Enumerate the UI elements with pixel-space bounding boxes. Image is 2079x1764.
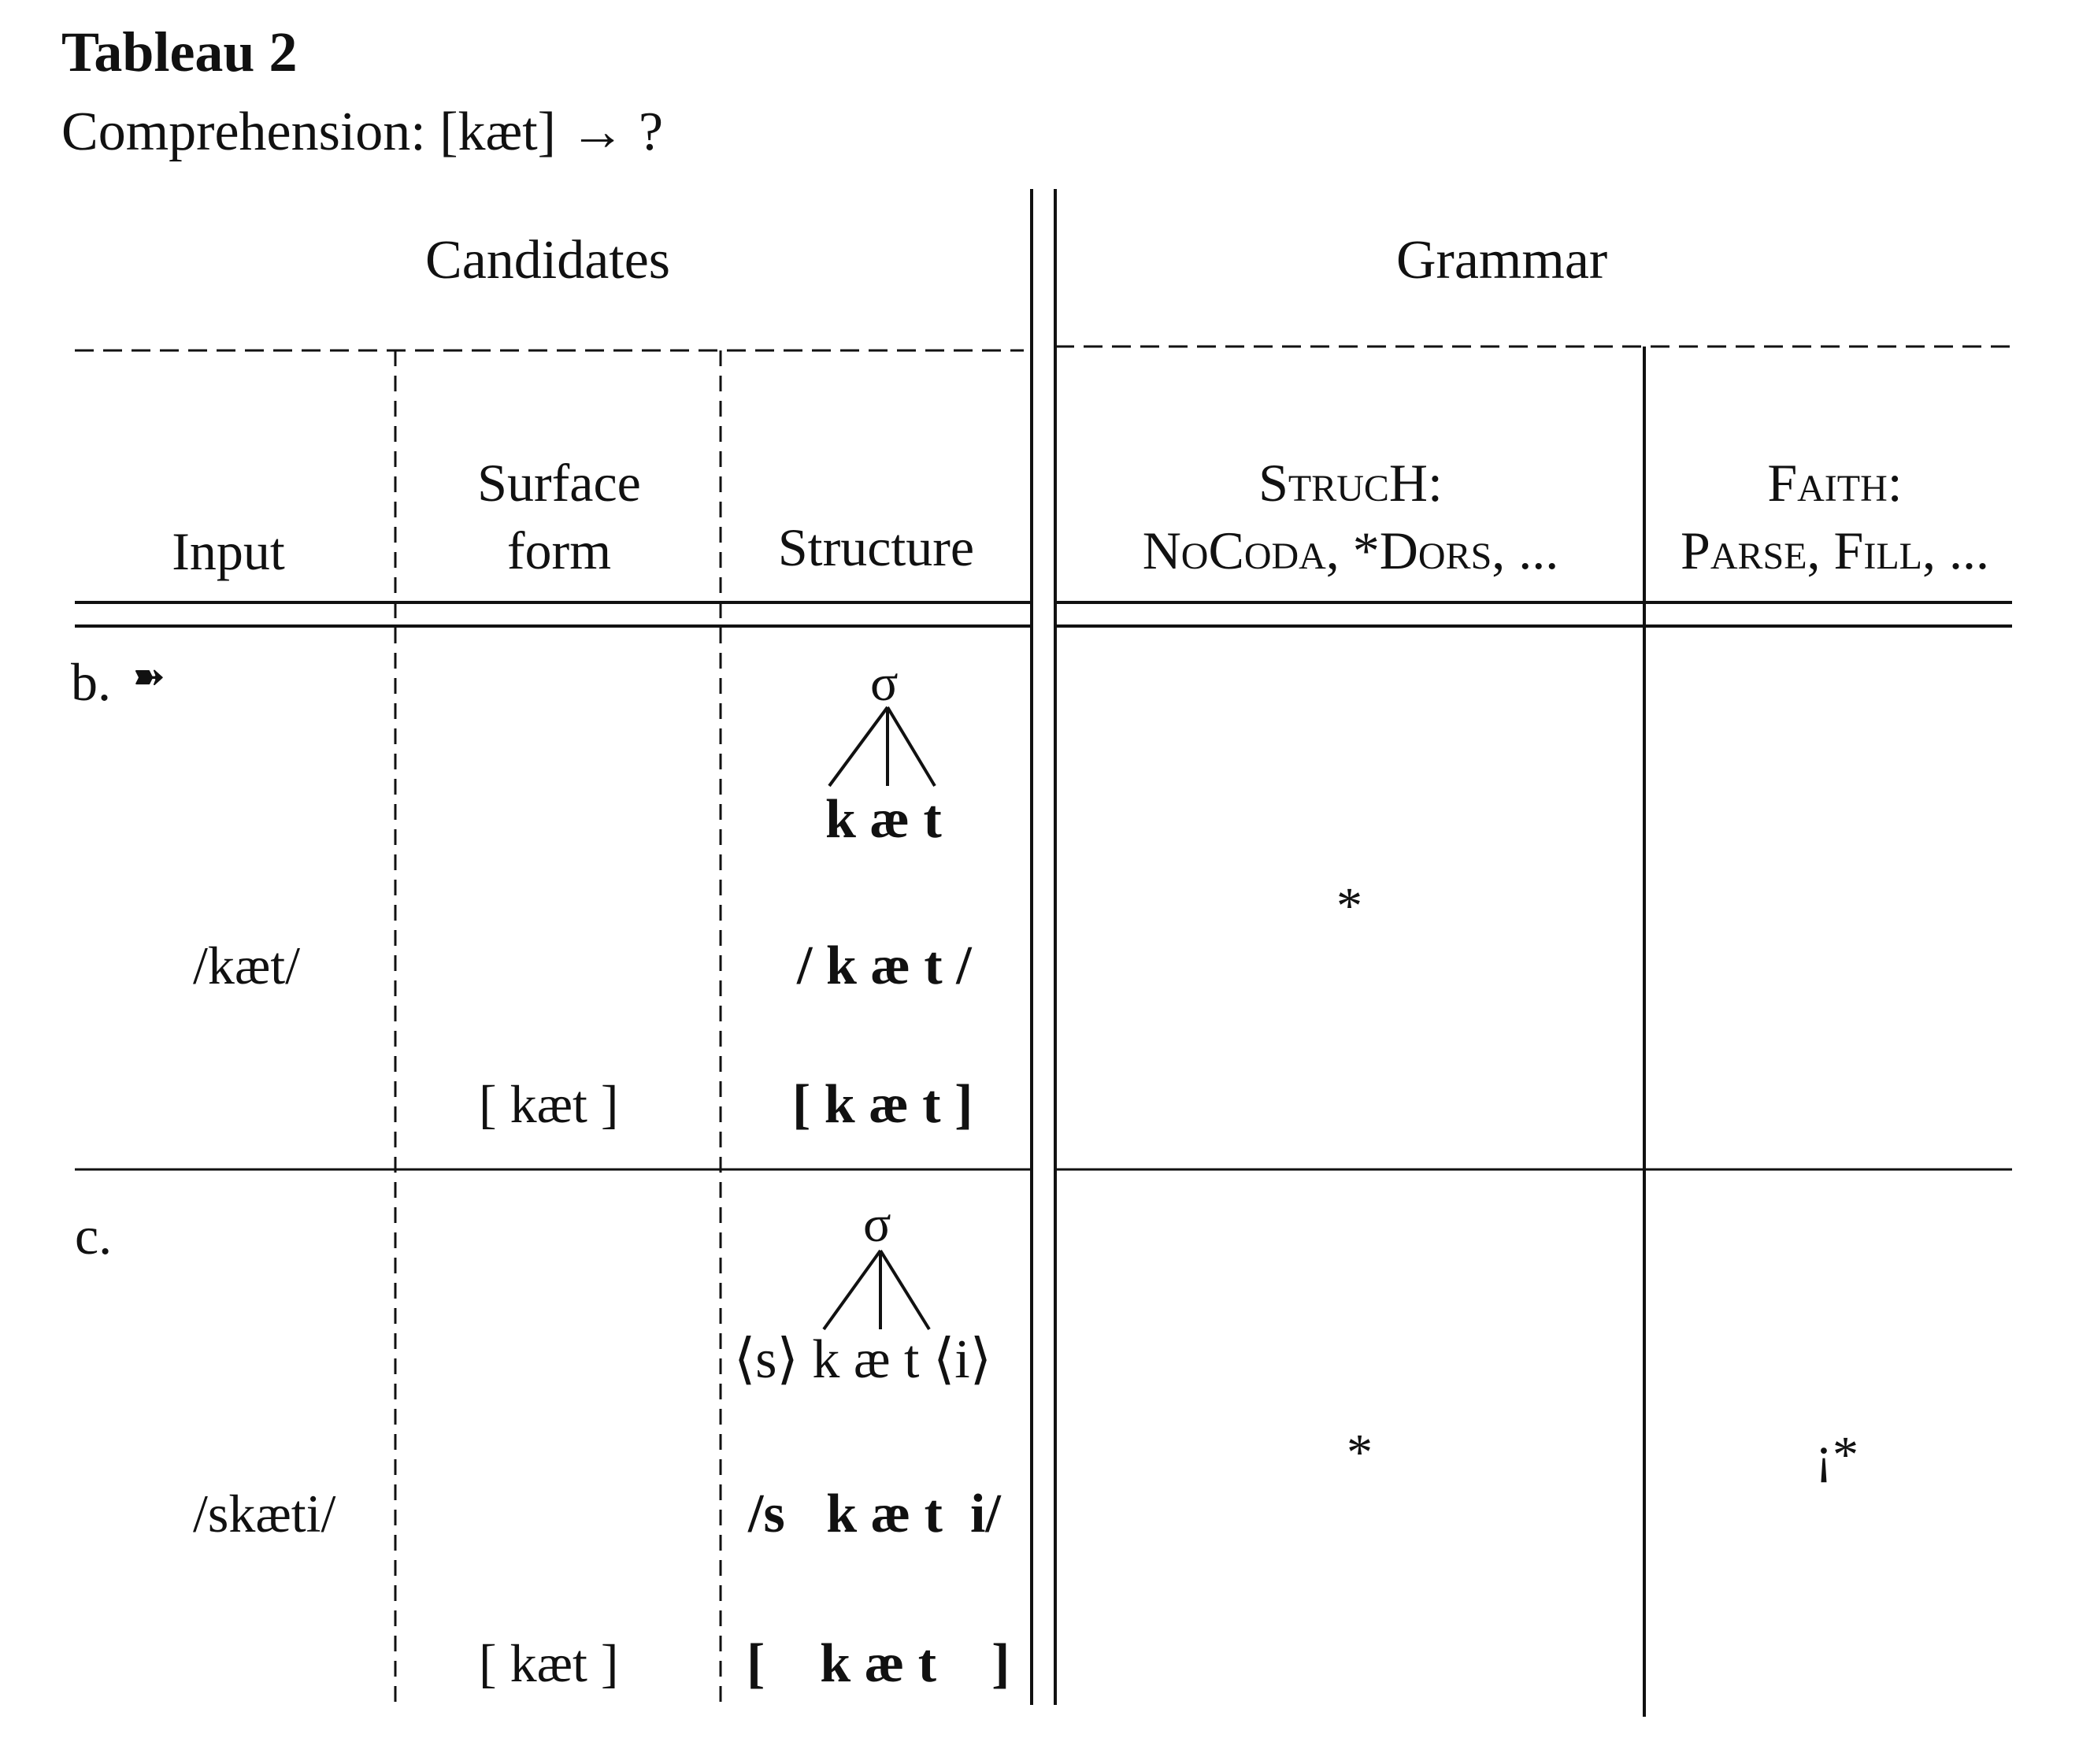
input-value: /skæti/ [193,1484,336,1544]
syllable-node: σ [870,654,899,712]
tableau-subtitle: Comprehension: [kæt] → ? [61,102,664,162]
faith-fatal-violation-mark: ¡* [1815,1426,1858,1484]
candidates-header: Candidates [425,230,671,291]
struch-header-line1: StrucH: [1258,453,1443,513]
input-column-header: Input [172,521,285,581]
surface-form-column-header [417,449,701,584]
struch-violation-mark: * [1336,877,1362,935]
grammar-header: Grammar [1396,230,1608,291]
structure-underlying: / k æ t / [797,936,972,996]
structure-overt: [ k æ t ] [747,1633,1010,1694]
surface-form-header-line2: form [506,521,612,580]
struch-column-header [1071,449,1630,584]
surface-form-value: [ kæt ] [479,1074,619,1134]
faith-header-line1: Faith: [1767,453,1903,513]
struch-violation-mark: * [1347,1424,1373,1481]
faith-header-line2: Parse, Fill, ... [1681,521,1989,580]
structure-underlying: /s k æ t i/ [748,1484,1001,1544]
structure-column-header: Structure [777,517,975,577]
structure-overt: [ k æ t ] [792,1074,973,1135]
row-label: b. [71,652,111,712]
row-label: c. [75,1206,113,1266]
input-value: /kæt/ [193,936,301,995]
tableau-title: Tableau 2 [61,20,298,83]
struch-header-line2: NoCoda, *Dors, ... [1142,521,1559,580]
faith-column-header [1650,449,2020,584]
structure-syllabified: ⟨s⟩ k æ t ⟨i⟩ [734,1329,992,1390]
surface-form-header-line1: Surface [477,453,641,513]
optimal-pointer-icon: ➽ [132,654,165,699]
syllable-node: σ [863,1195,891,1253]
surface-form-value: [ kæt ] [479,1633,619,1693]
structure-syllabified: k æ t [825,789,942,850]
